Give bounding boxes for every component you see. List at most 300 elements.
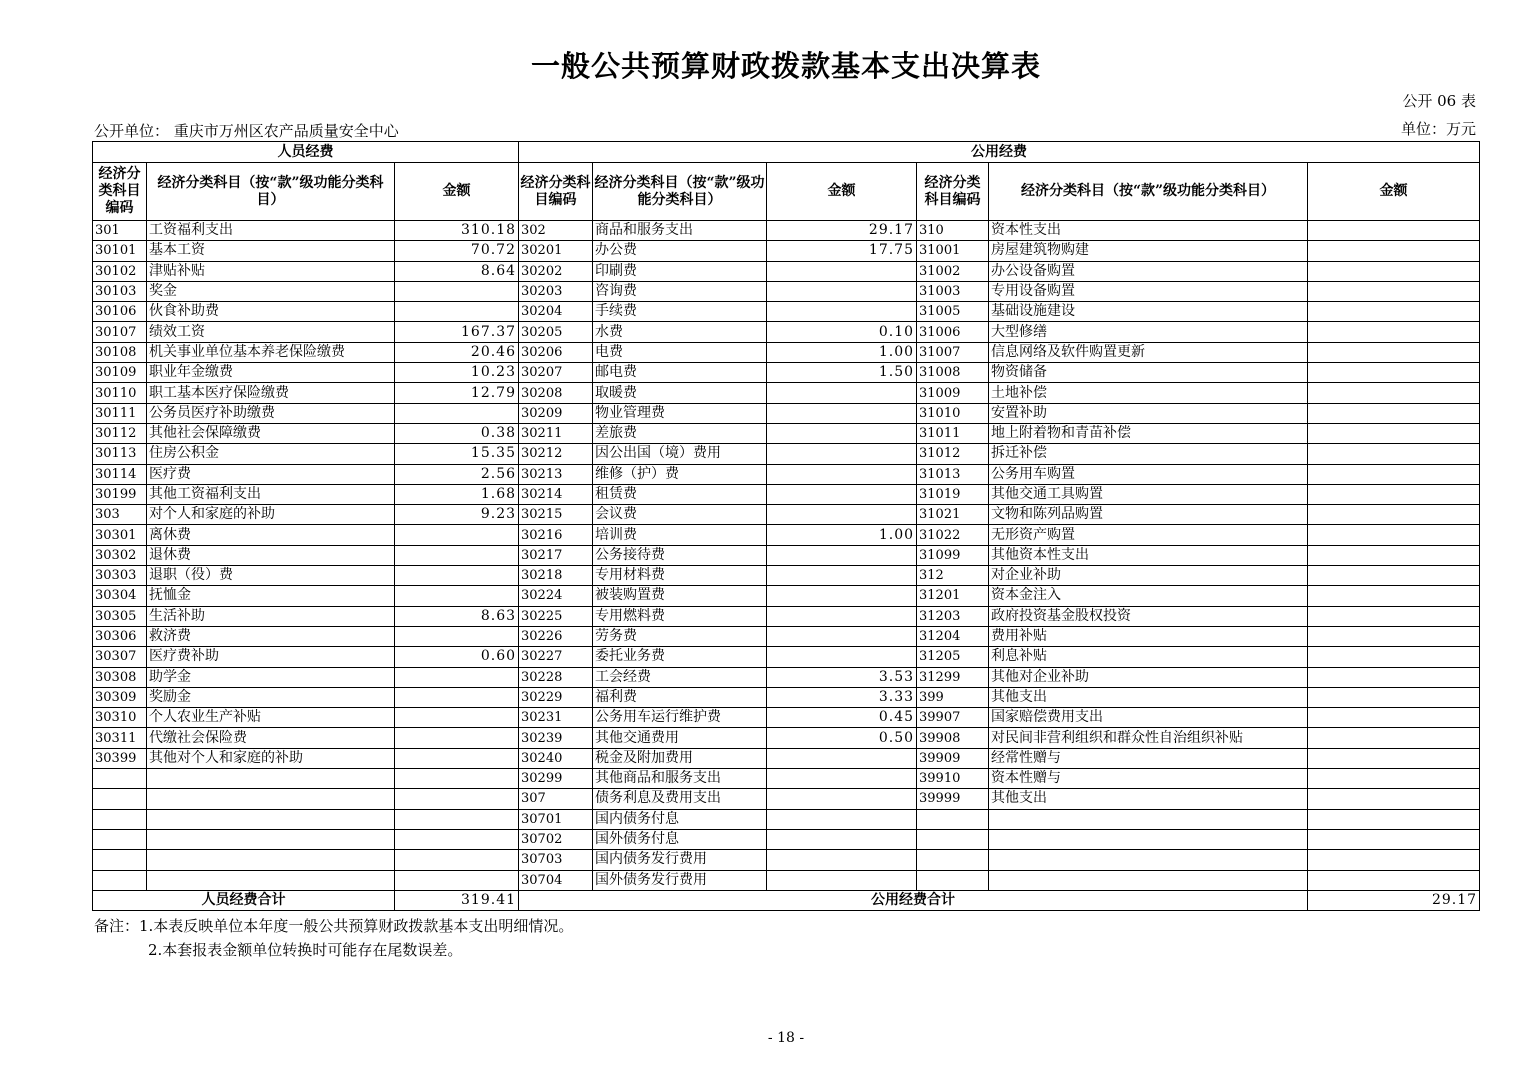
public-a-amount (767, 261, 917, 281)
public-a-code: 30205 (519, 322, 593, 342)
table-row (93, 687, 1480, 707)
public-b-name: 其他资本性支出 (989, 545, 1308, 565)
table-row (93, 545, 1480, 565)
public-a-code: 30702 (519, 829, 593, 849)
public-b-code: 39999 (917, 789, 989, 809)
personnel-code (93, 850, 147, 870)
public-a-code: 30211 (519, 423, 593, 443)
personnel-amount: 15.35 (395, 444, 519, 464)
personnel-amount (395, 789, 519, 809)
public-b-code: 31203 (917, 606, 989, 626)
personnel-name: 职工基本医疗保险缴费 (147, 383, 395, 403)
personnel-amount: 0.60 (395, 647, 519, 667)
header-g2-amount: 金额 (1308, 163, 1480, 221)
public-b-amount (1308, 566, 1480, 586)
public-b-name (989, 850, 1308, 870)
public-total-amount: 29.17 (1308, 890, 1480, 910)
table-row (93, 484, 1480, 504)
personnel-amount: 1.68 (395, 484, 519, 504)
public-b-amount (1308, 525, 1480, 545)
personnel-amount: 167.37 (395, 322, 519, 342)
personnel-code: 30103 (93, 281, 147, 301)
personnel-name: 绩效工资 (147, 322, 395, 342)
public-b-code: 31201 (917, 586, 989, 606)
public-b-name: 资本性支出 (989, 221, 1308, 241)
personnel-name: 代缴社会保险费 (147, 728, 395, 748)
personnel-code: 30199 (93, 484, 147, 504)
form-number: 公开 06 表 (1402, 92, 1476, 110)
personnel-code: 30306 (93, 626, 147, 646)
personnel-amount: 8.64 (395, 261, 519, 281)
personnel-name (147, 850, 395, 870)
table-row (93, 606, 1480, 626)
personnel-total-label: 人员经费合计 (93, 890, 395, 910)
personnel-amount: 2.56 (395, 464, 519, 484)
personnel-amount (395, 302, 519, 322)
public-a-amount (767, 606, 917, 626)
personnel-name: 奖金 (147, 281, 395, 301)
public-b-amount (1308, 789, 1480, 809)
public-a-name: 专用材料费 (593, 566, 767, 586)
table-row (93, 626, 1480, 646)
table-row (93, 748, 1480, 768)
personnel-name: 医疗费 (147, 464, 395, 484)
personnel-name (147, 789, 395, 809)
personnel-name: 救济费 (147, 626, 395, 646)
personnel-total-amount: 319.41 (395, 890, 519, 910)
public-a-amount (767, 809, 917, 829)
public-a-amount (767, 789, 917, 809)
table-row (93, 505, 1480, 525)
public-a-name: 商品和服务支出 (593, 221, 767, 241)
public-a-amount (767, 626, 917, 646)
public-b-code (917, 809, 989, 829)
public-a-amount (767, 545, 917, 565)
public-a-amount (767, 505, 917, 525)
personnel-name: 工资福利支出 (147, 221, 395, 241)
public-a-name: 债务利息及费用支出 (593, 789, 767, 809)
public-a-code: 30217 (519, 545, 593, 565)
public-b-name: 大型修缮 (989, 322, 1308, 342)
public-a-amount (767, 423, 917, 443)
public-b-amount (1308, 809, 1480, 829)
public-b-name: 房屋建筑物购建 (989, 241, 1308, 261)
personnel-name: 奖励金 (147, 687, 395, 707)
public-b-amount (1308, 363, 1480, 383)
public-b-amount (1308, 728, 1480, 748)
personnel-name: 职业年金缴费 (147, 363, 395, 383)
header-p-code: 经济分类科目编码 (93, 163, 147, 221)
public-a-name: 其他商品和服务支出 (593, 769, 767, 789)
public-b-code: 399 (917, 687, 989, 707)
table-row (93, 342, 1480, 362)
table-row (93, 566, 1480, 586)
table-row (93, 769, 1480, 789)
public-b-code: 31021 (917, 505, 989, 525)
public-a-amount: 0.45 (767, 708, 917, 728)
public-a-name: 电费 (593, 342, 767, 362)
public-a-code: 30704 (519, 870, 593, 890)
public-a-name: 因公出国（境）费用 (593, 444, 767, 464)
table-row (93, 221, 1480, 241)
table-row (93, 281, 1480, 301)
public-a-name: 咨询费 (593, 281, 767, 301)
public-a-amount (767, 484, 917, 504)
personnel-name (147, 769, 395, 789)
public-a-name: 公务用车运行维护费 (593, 708, 767, 728)
table-row (93, 444, 1480, 464)
public-b-name: 办公设备购置 (989, 261, 1308, 281)
personnel-name: 伙食补助费 (147, 302, 395, 322)
public-b-name: 其他对企业补助 (989, 667, 1308, 687)
public-a-name: 差旅费 (593, 423, 767, 443)
public-b-code: 39907 (917, 708, 989, 728)
expenditure-table (92, 141, 1480, 911)
personnel-code: 30108 (93, 342, 147, 362)
public-b-amount (1308, 829, 1480, 849)
public-a-code: 30228 (519, 667, 593, 687)
table-row (93, 789, 1480, 809)
public-a-name: 水费 (593, 322, 767, 342)
public-a-name: 公务接待费 (593, 545, 767, 565)
personnel-code (93, 769, 147, 789)
public-b-name: 文物和陈列品购置 (989, 505, 1308, 525)
public-b-code: 31022 (917, 525, 989, 545)
public-b-code: 31011 (917, 423, 989, 443)
table-row (93, 261, 1480, 281)
header-g2-code: 经济分类科目编码 (917, 163, 989, 221)
table-row (93, 809, 1480, 829)
public-a-amount: 29.17 (767, 221, 917, 241)
public-b-amount (1308, 241, 1480, 261)
public-a-code: 30703 (519, 850, 593, 870)
header-p-amount: 金额 (395, 163, 519, 221)
public-b-code: 39908 (917, 728, 989, 748)
personnel-name: 退休费 (147, 545, 395, 565)
table-row (93, 708, 1480, 728)
public-a-code: 30207 (519, 363, 593, 383)
public-a-amount: 1.00 (767, 525, 917, 545)
public-a-name: 维修（护）费 (593, 464, 767, 484)
public-a-name: 委托业务费 (593, 647, 767, 667)
public-b-amount (1308, 261, 1480, 281)
public-a-name: 国内债务发行费用 (593, 850, 767, 870)
section-public: 公用经费 (519, 142, 1480, 163)
personnel-amount: 20.46 (395, 342, 519, 362)
public-b-code: 31007 (917, 342, 989, 362)
public-b-name: 其他交通工具购置 (989, 484, 1308, 504)
personnel-code: 30305 (93, 606, 147, 626)
public-b-amount (1308, 403, 1480, 423)
public-a-code: 30209 (519, 403, 593, 423)
public-b-name: 物资储备 (989, 363, 1308, 383)
public-b-code: 31009 (917, 383, 989, 403)
public-b-amount (1308, 667, 1480, 687)
personnel-code (93, 829, 147, 849)
public-a-amount: 1.50 (767, 363, 917, 383)
public-b-name: 地上附着物和青苗补偿 (989, 423, 1308, 443)
public-a-name: 培训费 (593, 525, 767, 545)
public-b-code: 31002 (917, 261, 989, 281)
header-g1-amount: 金额 (767, 163, 917, 221)
public-b-code: 31008 (917, 363, 989, 383)
public-b-name: 资本性赠与 (989, 769, 1308, 789)
public-b-amount (1308, 484, 1480, 504)
note-1: 备注：1.本表反映单位本年度一般公共预算财政拨款基本支出明细情况。 (94, 917, 574, 935)
personnel-amount (395, 708, 519, 728)
public-a-amount (767, 464, 917, 484)
table-row (93, 870, 1480, 890)
personnel-code: 30111 (93, 403, 147, 423)
table-row (93, 464, 1480, 484)
public-b-name: 信息网络及软件购置更新 (989, 342, 1308, 362)
table-row (93, 302, 1480, 322)
personnel-name: 其他社会保障缴费 (147, 423, 395, 443)
public-a-name: 专用燃料费 (593, 606, 767, 626)
public-b-code: 312 (917, 566, 989, 586)
public-a-code: 30201 (519, 241, 593, 261)
public-b-amount (1308, 687, 1480, 707)
public-a-amount (767, 748, 917, 768)
public-b-name: 公务用车购置 (989, 464, 1308, 484)
section-personnel: 人员经费 (93, 142, 519, 163)
public-a-code: 30213 (519, 464, 593, 484)
public-b-code: 31019 (917, 484, 989, 504)
public-a-code: 30226 (519, 626, 593, 646)
page-number: - 18 - (767, 1030, 805, 1046)
public-b-amount (1308, 342, 1480, 362)
public-a-amount (767, 383, 917, 403)
table-row (93, 241, 1480, 261)
personnel-name: 抚恤金 (147, 586, 395, 606)
table-row (93, 728, 1480, 748)
public-b-code: 310 (917, 221, 989, 241)
public-a-amount (767, 769, 917, 789)
public-b-code (917, 829, 989, 849)
personnel-code: 30113 (93, 444, 147, 464)
table-row (93, 363, 1480, 383)
personnel-amount (395, 667, 519, 687)
public-b-code (917, 850, 989, 870)
personnel-code: 30303 (93, 566, 147, 586)
page-title: 一般公共预算财政拨款基本支出决算表 (530, 49, 1041, 83)
public-a-code: 30218 (519, 566, 593, 586)
table-row (93, 647, 1480, 667)
public-a-amount (767, 444, 917, 464)
personnel-name: 公务员医疗补助缴费 (147, 403, 395, 423)
public-a-code: 30212 (519, 444, 593, 464)
public-b-code: 39910 (917, 769, 989, 789)
personnel-name (147, 870, 395, 890)
table-row (93, 850, 1480, 870)
table-row (93, 829, 1480, 849)
personnel-amount (395, 769, 519, 789)
personnel-code: 30309 (93, 687, 147, 707)
public-a-name: 取暖费 (593, 383, 767, 403)
personnel-amount (395, 687, 519, 707)
personnel-code: 30102 (93, 261, 147, 281)
public-b-amount (1308, 769, 1480, 789)
public-a-code: 307 (519, 789, 593, 809)
table-row (93, 586, 1480, 606)
public-a-amount (767, 281, 917, 301)
public-b-amount (1308, 505, 1480, 525)
public-b-amount (1308, 586, 1480, 606)
personnel-amount (395, 403, 519, 423)
public-total-label: 公用经费合计 (519, 890, 1308, 910)
public-b-name: 专用设备购置 (989, 281, 1308, 301)
public-a-amount (767, 566, 917, 586)
public-b-name: 经常性赠与 (989, 748, 1308, 768)
public-a-code: 30225 (519, 606, 593, 626)
public-a-name: 办公费 (593, 241, 767, 261)
personnel-amount (395, 829, 519, 849)
public-a-name: 物业管理费 (593, 403, 767, 423)
personnel-code: 303 (93, 505, 147, 525)
personnel-name: 住房公积金 (147, 444, 395, 464)
personnel-name: 个人农业生产补贴 (147, 708, 395, 728)
public-a-amount (767, 870, 917, 890)
personnel-code: 30109 (93, 363, 147, 383)
public-b-name: 国家赔偿费用支出 (989, 708, 1308, 728)
public-b-code: 31010 (917, 403, 989, 423)
personnel-amount: 10.23 (395, 363, 519, 383)
personnel-code: 30110 (93, 383, 147, 403)
header-g1-code: 经济分类科目编码 (519, 163, 593, 221)
public-a-amount: 0.10 (767, 322, 917, 342)
public-a-code: 30224 (519, 586, 593, 606)
public-a-amount (767, 647, 917, 667)
personnel-code (93, 809, 147, 829)
public-a-amount: 17.75 (767, 241, 917, 261)
public-b-name: 对企业补助 (989, 566, 1308, 586)
personnel-code: 30311 (93, 728, 147, 748)
personnel-code: 30101 (93, 241, 147, 261)
public-a-name: 会议费 (593, 505, 767, 525)
public-a-amount: 3.33 (767, 687, 917, 707)
public-a-name: 福利费 (593, 687, 767, 707)
public-b-amount (1308, 647, 1480, 667)
public-b-name: 政府投资基金股权投资 (989, 606, 1308, 626)
public-b-code: 31001 (917, 241, 989, 261)
public-b-amount (1308, 545, 1480, 565)
public-a-code: 30214 (519, 484, 593, 504)
personnel-amount (395, 870, 519, 890)
public-b-code: 31006 (917, 322, 989, 342)
personnel-name: 津贴补贴 (147, 261, 395, 281)
personnel-name: 助学金 (147, 667, 395, 687)
personnel-name (147, 829, 395, 849)
personnel-amount (395, 809, 519, 829)
public-b-code: 31205 (917, 647, 989, 667)
public-b-amount (1308, 606, 1480, 626)
personnel-amount (395, 545, 519, 565)
personnel-amount (395, 850, 519, 870)
public-b-amount (1308, 870, 1480, 890)
public-a-amount (767, 829, 917, 849)
public-b-amount (1308, 302, 1480, 322)
personnel-amount (395, 626, 519, 646)
public-a-name: 邮电费 (593, 363, 767, 383)
personnel-amount (395, 586, 519, 606)
personnel-amount (395, 281, 519, 301)
public-a-code: 302 (519, 221, 593, 241)
public-a-name: 税金及附加费用 (593, 748, 767, 768)
public-b-name (989, 870, 1308, 890)
table-row (93, 322, 1480, 342)
public-b-name: 拆迁补偿 (989, 444, 1308, 464)
public-a-name: 国内债务付息 (593, 809, 767, 829)
reporting-unit: 公开单位： 重庆市万州区农产品质量安全中心 (94, 122, 399, 140)
personnel-code: 30310 (93, 708, 147, 728)
public-a-name: 其他交通费用 (593, 728, 767, 748)
personnel-name: 医疗费补助 (147, 647, 395, 667)
public-a-code: 30227 (519, 647, 593, 667)
public-b-name: 安置补助 (989, 403, 1308, 423)
public-a-code: 30231 (519, 708, 593, 728)
personnel-code: 30302 (93, 545, 147, 565)
public-b-amount (1308, 322, 1480, 342)
public-a-name: 印刷费 (593, 261, 767, 281)
public-b-name: 其他支出 (989, 687, 1308, 707)
public-b-code: 31012 (917, 444, 989, 464)
table-row (93, 383, 1480, 403)
personnel-code: 301 (93, 221, 147, 241)
table-row (93, 403, 1480, 423)
personnel-name: 离休费 (147, 525, 395, 545)
public-b-name: 对民间非营利组织和群众性自治组织补贴 (989, 728, 1308, 748)
currency-unit: 单位：万元 (1400, 120, 1476, 138)
public-b-name: 其他支出 (989, 789, 1308, 809)
personnel-code: 30107 (93, 322, 147, 342)
public-b-code: 31013 (917, 464, 989, 484)
public-a-name: 被装购置费 (593, 586, 767, 606)
public-b-code: 31005 (917, 302, 989, 322)
table-row (93, 667, 1480, 687)
personnel-amount (395, 728, 519, 748)
public-a-name: 手续费 (593, 302, 767, 322)
public-b-code: 31003 (917, 281, 989, 301)
table-row (93, 525, 1480, 545)
public-a-code: 30701 (519, 809, 593, 829)
public-b-amount (1308, 383, 1480, 403)
public-a-amount: 3.53 (767, 667, 917, 687)
public-b-amount (1308, 850, 1480, 870)
public-b-amount (1308, 444, 1480, 464)
personnel-amount: 12.79 (395, 383, 519, 403)
public-a-name: 国外债务付息 (593, 829, 767, 849)
personnel-code: 30301 (93, 525, 147, 545)
personnel-code (93, 789, 147, 809)
public-a-code: 30203 (519, 281, 593, 301)
header-p-name: 经济分类科目（按“款”级功能分类科目） (147, 163, 395, 221)
personnel-code: 30112 (93, 423, 147, 443)
personnel-amount: 8.63 (395, 606, 519, 626)
personnel-name: 机关事业单位基本养老保险缴费 (147, 342, 395, 362)
public-b-name: 利息补贴 (989, 647, 1308, 667)
personnel-name: 基本工资 (147, 241, 395, 261)
personnel-code: 30307 (93, 647, 147, 667)
totals-row (93, 890, 1480, 910)
personnel-name: 其他工资福利支出 (147, 484, 395, 504)
public-a-code: 30206 (519, 342, 593, 362)
public-b-amount (1308, 221, 1480, 241)
public-a-code: 30204 (519, 302, 593, 322)
personnel-amount: 9.23 (395, 505, 519, 525)
public-a-amount: 1.00 (767, 342, 917, 362)
public-b-amount (1308, 281, 1480, 301)
header-g1-name: 经济分类科目（按“款”级功能分类科目） (593, 163, 767, 221)
